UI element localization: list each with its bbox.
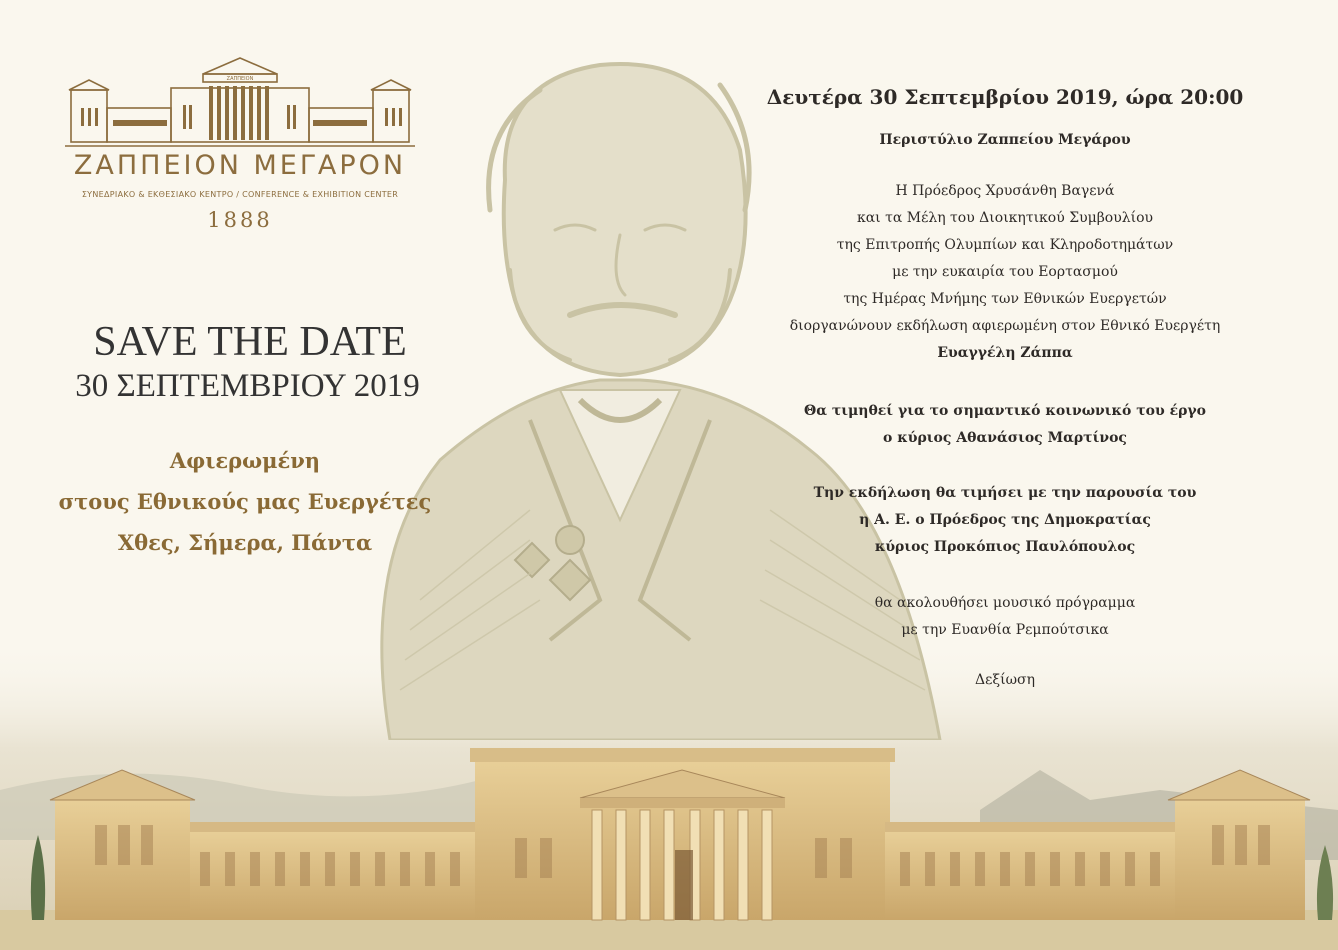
dedication-line: Χθες, Σήμερα, Πάντα	[117, 530, 373, 555]
invitation-paragraph	[740, 178, 1270, 367]
zappeion-logo	[50, 50, 430, 240]
honor-section	[740, 398, 1270, 452]
invitation-line: της Επιτροπής Ολυμπίων και Κληροδοτημάτων	[836, 237, 1174, 253]
music-line: θα ακολουθήσει μουσικό πρόγραμμα	[874, 595, 1136, 611]
invitation-line: και τα Μέλη του Διοικητικού Συμβουλίου	[856, 210, 1154, 226]
zappeion-building-logo-icon	[65, 50, 415, 150]
invitation-line: με την ευκαιρία του Εορτασμού	[892, 264, 1118, 280]
logo-year: 1888	[207, 208, 273, 232]
presence-line: Την εκδήλωση θα τιμήσει με την παρουσία του	[813, 485, 1197, 501]
save-the-date-title: SAVE THE DATE	[93, 319, 407, 365]
presence-line: κύριος Προκόπιος Παυλόπουλος	[874, 539, 1136, 555]
reception-text: Δεξίωση	[975, 672, 1035, 688]
logo-name: ΖΑΠΠΕΙΟΝ ΜΕΓΑΡΟΝ	[73, 150, 407, 181]
save-the-date-date: 30 ΣΕΠΤΕΜΒΡΙΟΥ 2019	[75, 368, 420, 404]
honor-line: ο κύριος Αθανάσιος Μαρτίνος	[883, 430, 1127, 446]
music-line: με την Ευανθία Ρεμπούτσικα	[901, 622, 1109, 638]
honoree-name: Ευαγγέλη Ζάππα	[937, 345, 1073, 361]
dedication-line: στους Εθνικούς μας Ευεργέτες	[58, 489, 432, 514]
dedication-line: Αφιερωμένη	[169, 448, 321, 473]
invitation-line: διοργανώνουν εκδήλωση αφιερωμένη στον Εθνικό Ευεργέτη	[789, 318, 1221, 334]
invitation-line: της Ημέρας Μνήμης των Εθνικών Ευεργετών	[843, 291, 1167, 307]
presence-line: η Α. Ε. ο Πρόεδρος της Δημοκρατίας	[859, 512, 1151, 528]
invitation-line: Η Πρόεδρος Χρυσάνθη Βαγενά	[895, 183, 1115, 199]
logo-pediment-text: ΖΑΠΠΕΙΟΝ	[226, 76, 254, 82]
logo-subtitle: ΣΥΝΕΔΡΙΑΚΟ & ΕΚΘΕΣΙΑΚΟ ΚΕΝΤΡΟ / CONFERENCE & EXHIBITION CENTER	[81, 190, 399, 199]
honor-line: Θα τιμηθεί για το σημαντικό κοινωνικό του έργο	[804, 403, 1206, 419]
presence-section	[740, 480, 1270, 561]
dedication-text	[0, 440, 490, 563]
event-datetime: Δευτέρα 30 Σεπτεμβρίου 2019, ώρα 20:00	[766, 85, 1244, 109]
music-section	[740, 590, 1270, 644]
event-venue: Περιστύλιο Ζαππείου Μεγάρου	[879, 132, 1131, 148]
